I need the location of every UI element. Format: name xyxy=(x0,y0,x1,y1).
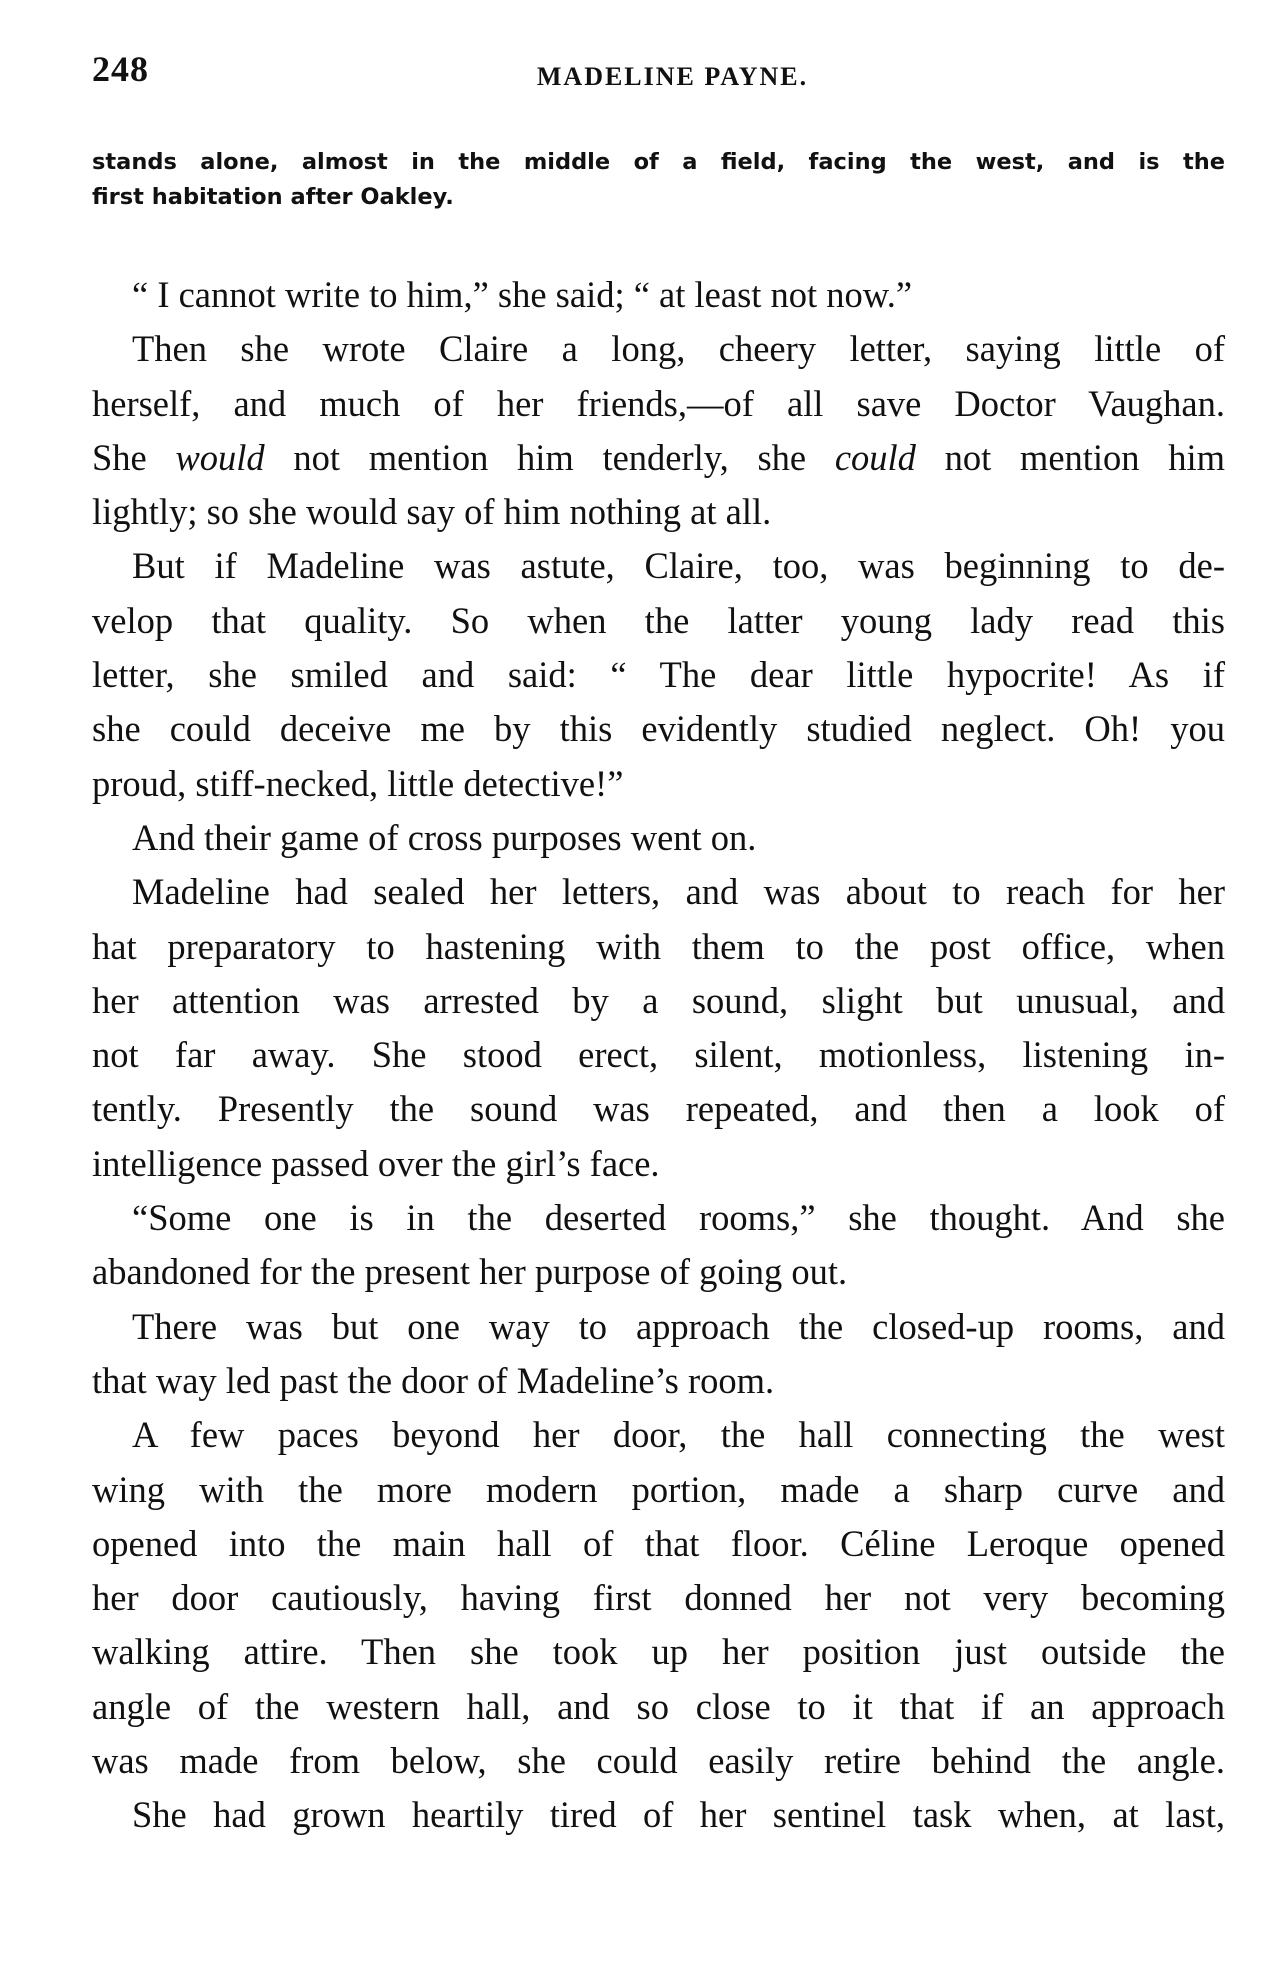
text-line: But if Madeline was astute, Claire, too, was beginning to de- xyxy=(132,545,1225,587)
text-line: lightly; so she would say of him nothing at all. xyxy=(92,491,772,533)
running-head xyxy=(92,48,1223,92)
text-line: intelligence passed over the girl’s face. xyxy=(92,1142,660,1184)
text-line: letter, she smiled and said: “ The dear little hypocrite! As if xyxy=(92,654,1225,696)
text-line: she could deceive me by this evidently studied neglect. Oh! you xyxy=(92,708,1225,750)
text-line: She would not mention him tenderly, she could not mention him xyxy=(92,436,1226,478)
text-line: “ I cannot write to him,” she said; “ at least not now.” xyxy=(132,274,913,315)
footnote xyxy=(92,145,1225,215)
text-line: velop that quality. So when the latter young lady read this xyxy=(92,599,1225,641)
text-line: not far away. She stood erect, silent, motionless, listening in- xyxy=(92,1034,1225,1076)
text-line: her attention was arrested by a sound, slight but unusual, and xyxy=(92,979,1225,1021)
text-line: abandoned for the present her purpose of going out. xyxy=(92,1251,848,1293)
text-line: And their game of cross purposes went on. xyxy=(132,816,757,858)
page-number: 248 xyxy=(92,49,149,89)
text-line: tently. Presently the sound was repeated, and then a look of xyxy=(92,1088,1225,1130)
text-line: was made from below, she could easily retire behind the angle. xyxy=(92,1740,1225,1782)
text-line: Madeline had sealed her letters, and was about to reach for her xyxy=(132,871,1225,913)
text-line: opened into the main hall of that floor. Céline Leroque opened xyxy=(92,1522,1225,1564)
footnote-line: first habitation after Oakley. xyxy=(92,184,454,210)
text-line: She had grown heartily tired of her sentinel task when, at last, xyxy=(132,1794,1225,1836)
text-line: proud, stiff-necked, little detective!” xyxy=(92,762,624,804)
text-line: her door cautiously, having first donned her not very becoming xyxy=(92,1577,1225,1619)
text-line: wing with the more modern portion, made a sharp curve and xyxy=(92,1468,1225,1510)
text-line: herself, and much of her friends,—of all save Doctor Vaughan. xyxy=(92,382,1225,424)
text-line: walking attire. Then she took up her position just outside the xyxy=(92,1631,1225,1673)
footnote-line: stands alone, almost in the middle of a field, facing the west, and is the xyxy=(92,149,1225,175)
body-text xyxy=(92,268,1225,1843)
text-line: angle of the western hall, and so close to it that if an approach xyxy=(92,1685,1225,1727)
text-line: that way led past the door of Madeline’s room. xyxy=(92,1359,775,1401)
running-title: MADELINE PAYNE. xyxy=(536,62,809,91)
text-line: “Some one is in the deserted rooms,” she thought. And she xyxy=(132,1197,1225,1239)
text-line: hat preparatory to hastening with them to the post office, when xyxy=(92,925,1225,967)
text-line: There was but one way to approach the closed-up rooms, and xyxy=(132,1305,1225,1347)
text-line: Then she wrote Claire a long, cheery letter, saying little of xyxy=(132,328,1225,370)
text-line: A few paces beyond her door, the hall connecting the west xyxy=(132,1414,1225,1456)
